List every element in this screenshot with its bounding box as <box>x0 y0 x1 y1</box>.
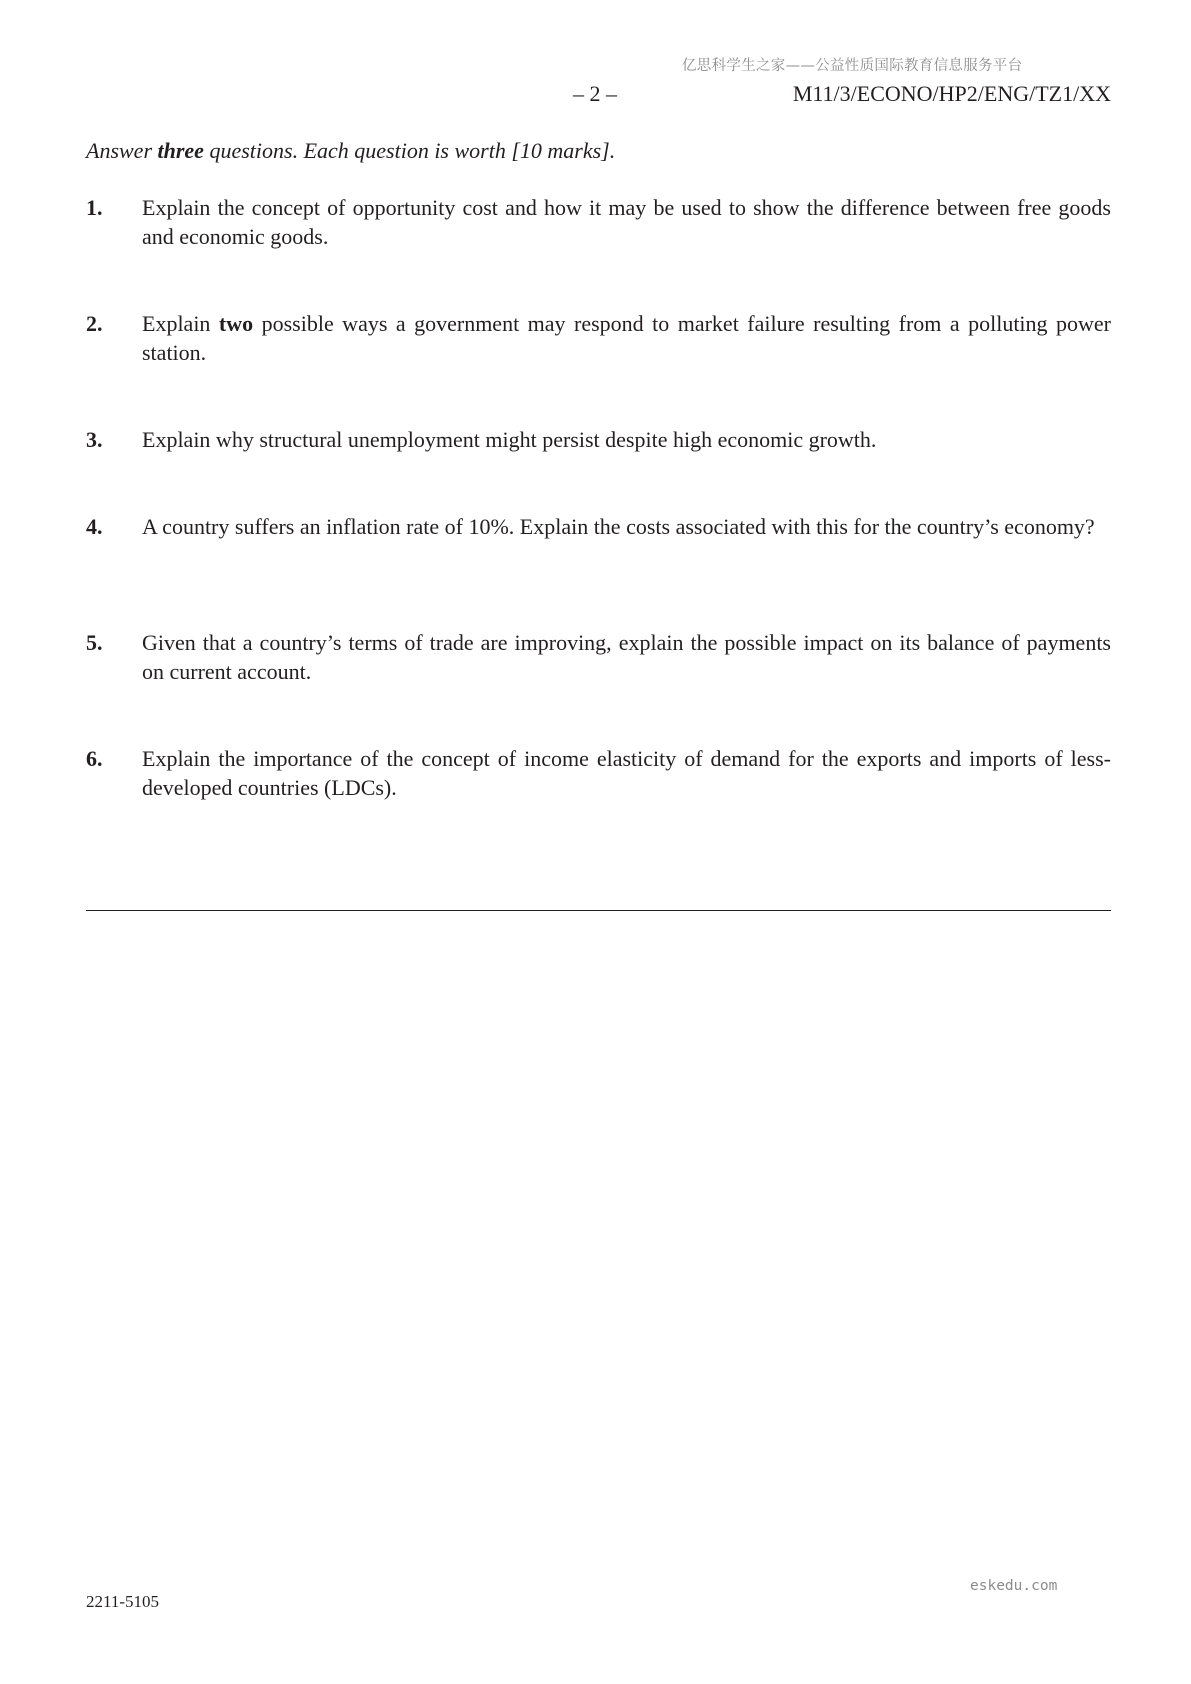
question-number: 1. <box>86 195 103 220</box>
instructions-prefix: Answer <box>86 138 158 163</box>
question-number: 4. <box>86 514 103 539</box>
question-text: Explain why structural unemployment might persist despite high economic growth. <box>142 427 877 452</box>
question-6 <box>86 744 1111 802</box>
page-number: – 2 – <box>573 81 617 106</box>
question-text: Explain the importance of the concept of income elasticity of demand for the exports and imports of less-developed countries (LDCs). <box>142 746 1111 800</box>
question-number: 5. <box>86 630 103 655</box>
instructions <box>86 138 615 164</box>
question-3 <box>86 425 1111 454</box>
question-number: 6. <box>86 746 103 771</box>
question-text-before: Explain <box>142 311 219 336</box>
paper-code: M11/3/ECONO/HP2/ENG/TZ1/XX <box>792 81 1111 106</box>
instructions-emphasis: three <box>157 138 204 163</box>
question-text-after: possible ways a government may respond to market failure resulting from a polluting power station. <box>142 311 1111 365</box>
question-text <box>142 309 1111 367</box>
question-text: Explain the concept of opportunity cost and how it may be used to show the difference between free goods and economic goods. <box>142 195 1111 249</box>
question-1 <box>86 193 1111 251</box>
end-rule <box>86 910 1111 911</box>
question-number: 3. <box>86 427 103 452</box>
instructions-suffix: questions. Each question is worth [10 marks]. <box>203 138 616 163</box>
question-text: Given that a country’s terms of trade are improving, explain the possible impact on its balance of payments on current account. <box>142 630 1111 684</box>
question-2 <box>86 309 1111 367</box>
question-number: 2. <box>86 311 103 336</box>
question-5 <box>86 628 1111 686</box>
question-4 <box>86 512 1111 541</box>
question-text: A country suffers an inflation rate of 10%. Explain the costs associated with this for the country’s economy? <box>142 514 1095 539</box>
question-text-bold: two <box>218 311 254 336</box>
watermark-top: 亿思科学生之家——公益性质国际教育信息服务平台 <box>682 58 1023 74</box>
footer-code: 2211-5105 <box>86 1592 160 1611</box>
watermark-bottom: eskedu.com <box>970 1578 1058 1594</box>
